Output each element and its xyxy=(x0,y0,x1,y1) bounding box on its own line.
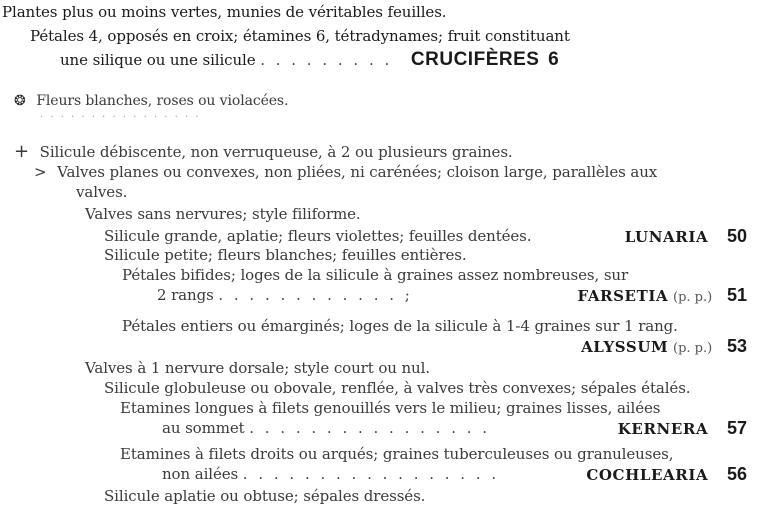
une-nervure: Valves à 1 nervure dorsale; style court ou nul. xyxy=(85,359,430,377)
pro-parte-note: (p. p.) xyxy=(673,341,713,356)
family-number: 6 xyxy=(548,49,560,70)
intro-line-3-text: une silique ou une silicule xyxy=(60,51,256,69)
genus-number-cochlearia: 56 xyxy=(726,464,747,484)
silicule-text: Silicule débiscente, non verruqueuse, à 2 ou plusieurs graines. xyxy=(39,143,513,161)
valves-planes-line xyxy=(34,162,657,182)
etamines-droits: Etamines à filets droits ou arqués; graines tuberculeuses ou granuleuses, xyxy=(120,445,674,463)
genus-lunaria: LUNARIA xyxy=(624,228,709,246)
silicule-globuleuse: Silicule globuleuse ou obovale, renflée, à valves très convexes; sépales étalés. xyxy=(104,379,691,397)
genus-cochlearia: COCHLEARIA xyxy=(586,466,709,484)
genus-number-alyssum: 53 xyxy=(726,336,747,356)
intro-line-1: Plantes plus ou moins vertes, munies de véritables feuilles. xyxy=(2,3,447,21)
plus-symbol-icon: + xyxy=(14,141,29,162)
lunaria-desc: Silicule grande, aplatie; fleurs violettes; feuilles dentées. xyxy=(104,227,532,245)
genus-alyssum: ALYSSUM xyxy=(581,338,669,356)
genus-farsetia: FARSETIA xyxy=(577,287,669,305)
sommet-line xyxy=(162,418,490,438)
petales-entiers: Pétales entiers ou émarginés; loges de la silicule à 1-4 graines sur 1 rang. xyxy=(122,317,678,335)
leader-dots: . . . . . . . . . xyxy=(260,51,393,69)
lunaria-entry xyxy=(625,226,747,247)
sommet-text: au sommet xyxy=(162,419,245,437)
petales-bifides: Pétales bifides; loges de la silicule à graines assez nombreuses, sur xyxy=(122,266,629,284)
silicule-petite: Silicule petite; fleurs blanches; feuilles entières. xyxy=(104,246,467,264)
ailees-line xyxy=(162,464,499,484)
rangs-line xyxy=(157,285,413,305)
genus-number-farsetia: 51 xyxy=(726,285,747,305)
cochlearia-entry xyxy=(586,464,747,485)
valves-cont: valves. xyxy=(76,183,128,201)
intro-line-3 xyxy=(60,50,559,70)
alyssum-entry xyxy=(581,336,747,359)
kernera-entry xyxy=(618,418,747,439)
genus-number-lunaria: 50 xyxy=(726,226,747,246)
etamines-longues: Etamines longues à filets genouillés vers le milieu; graines lisses, ailées xyxy=(120,399,661,417)
faded-line: · · · · · · · · · · · · · · · · xyxy=(40,112,201,123)
silicule-line xyxy=(14,142,513,162)
flowers-text: Fleurs blanches, roses ou violacées. xyxy=(36,93,289,109)
flower-symbol-icon: ❂ xyxy=(14,93,26,109)
leader-dots: . . . . . . . . . . . . . . . . xyxy=(249,419,491,437)
rangs-text: 2 rangs xyxy=(157,286,214,304)
leader-dots: . . . . . . . . . . . . . . . . . xyxy=(242,465,500,483)
genus-kernera: KERNERA xyxy=(617,420,709,438)
sans-nervures: Valves sans nervures; style filiforme. xyxy=(85,205,361,223)
family-name: CRUCIFÈRES xyxy=(410,49,540,70)
cut-off-line: Silicule aplatie ou obtuse; sépales dressés. xyxy=(104,487,426,505)
leader-dots: . . . . . . . . . . . . ; xyxy=(218,286,413,304)
farsetia-entry xyxy=(577,285,747,308)
valves-planes-text: Valves planes ou convexes, non pliées, ni carénées; cloison large, parallèles aux xyxy=(57,163,658,181)
genus-number-kernera: 57 xyxy=(726,418,747,438)
pro-parte-note: (p. p.) xyxy=(673,290,713,305)
greater-than-symbol-icon: > xyxy=(34,163,47,181)
intro-line-2: Pétales 4, opposés en croix; étamines 6, tétradynames; fruit constituant xyxy=(30,27,570,45)
ailees-text: non ailées xyxy=(162,465,239,483)
